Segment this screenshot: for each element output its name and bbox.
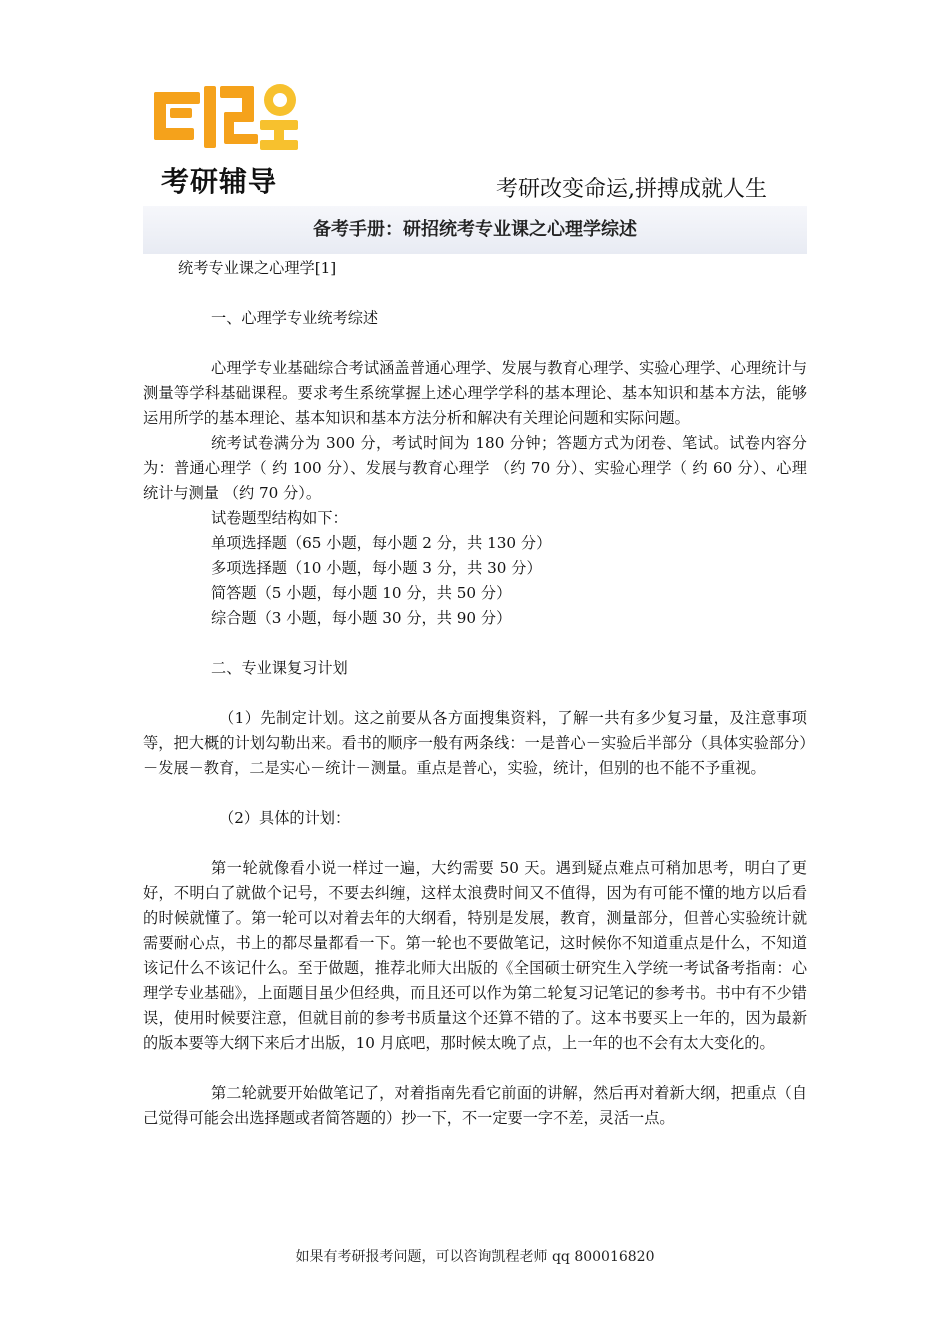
round-1-paragraph: 第一轮就像看小说一样过一遍，大约需要 50 天。遇到疑点难点可稍加思考，明白了更好，不明白了就做个记号，不要去纠缠，这样太浪费时间又不值得，因为有可能不懂的地方以后看的时候就懂了。第一轮可以对着去年的大纲看，特别是发展，教育，测量部分，但普心实验统计就需要耐心点，书上的都尽量都看一下。第一轮也不要做笔记，这时候你不知道重点是什么，不知道该记什么不该记什么。至于做题，推荐北师大出版的《全国硕士研究生入学统一考试备考指南：心理学专业基础》，上面题目虽少但经典，而且还可以作为第二轮复习记笔记的参考书。书中有不少错误，使用时候要注意，但就目前的参考书质量这个还算不错的了。这本书要买上一年的，因为最新的版本要等大纲下来后才出版，10 月底吧，那时候太晚了点，上一年的也不会有太大变化的。 [143, 859, 807, 1052]
round-2-paragraph: 第二轮就要开始做笔记了，对着指南先看它前面的讲解，然后再对着新大纲，把重点（自己觉得可能会出选择题或者简答题的）抄一下，不一定要一字不差，灵活一点。 [143, 1084, 807, 1127]
logo-subtitle: 考研辅导 [161, 165, 278, 198]
section1-paragraph-1: 心理学专业基础综合考试涵盖普通心理学、发展与教育心理学、实验心理学、心理统计与测量等学科基础课程。要求考生系统掌握上述心理学学科的基本理论、基本知识和基本方法，能够运用所学的基本理论、基本知识和基本方法分析和解决有关理论问题和实际问题。 [143, 359, 807, 427]
structure-item: 多项选择题（10 小题，每小题 3 分，共 30 分） [211, 559, 542, 577]
structure-item: 综合题（3 小题，每小题 30 分，共 90 分） [211, 609, 512, 627]
structure-intro: 试卷题型结构如下： [211, 509, 348, 527]
document-subtitle: 统考专业课之心理学[1] [178, 259, 337, 277]
page-footer: 如果有考研报考问题，可以咨询凯程老师 qq 800016820 [295, 1249, 655, 1265]
document-title: 备考手册：研招统考专业课之心理学综述 [143, 206, 807, 254]
section2-heading: 二、专业课复习计划 [211, 659, 348, 677]
kaicheng-logo-mark [152, 78, 302, 160]
document-body [143, 256, 807, 1131]
header-slogan: 考研改变命运,拼搏成就人生 [496, 177, 767, 202]
plan-step-1: （1）先制定计划。这之前要从各方面搜集资料，了解一共有多少复习量，及注意事项等，把大概的计划勾勒出来。看书的顺序一般有两条线：一是普心－实验后半部分（具体实验部分）－发展－教育，二是实心－统计－测量。重点是普心，实验，统计，但别的也不能不予重视。 [143, 709, 807, 777]
structure-item: 简答题（5 小题，每小题 10 分，共 50 分） [211, 584, 512, 602]
section1-paragraph-2: 统考试卷满分为 300 分，考试时间为 180 分钟；答题方式为闭卷、笔试。试卷内容分为：普通心理学（ 约 100 分）、发展与教育心理学 （约 70 分）、实验心理学（ 约 60 分）、心理统计与测量 （约 70 分）。 [143, 434, 807, 502]
structure-item: 单项选择题（65 小题，每小题 2 分，共 130 分） [211, 534, 552, 552]
section1-heading: 一、心理学专业统考综述 [211, 309, 379, 327]
plan-step-2: （2）具体的计划： [219, 809, 351, 827]
